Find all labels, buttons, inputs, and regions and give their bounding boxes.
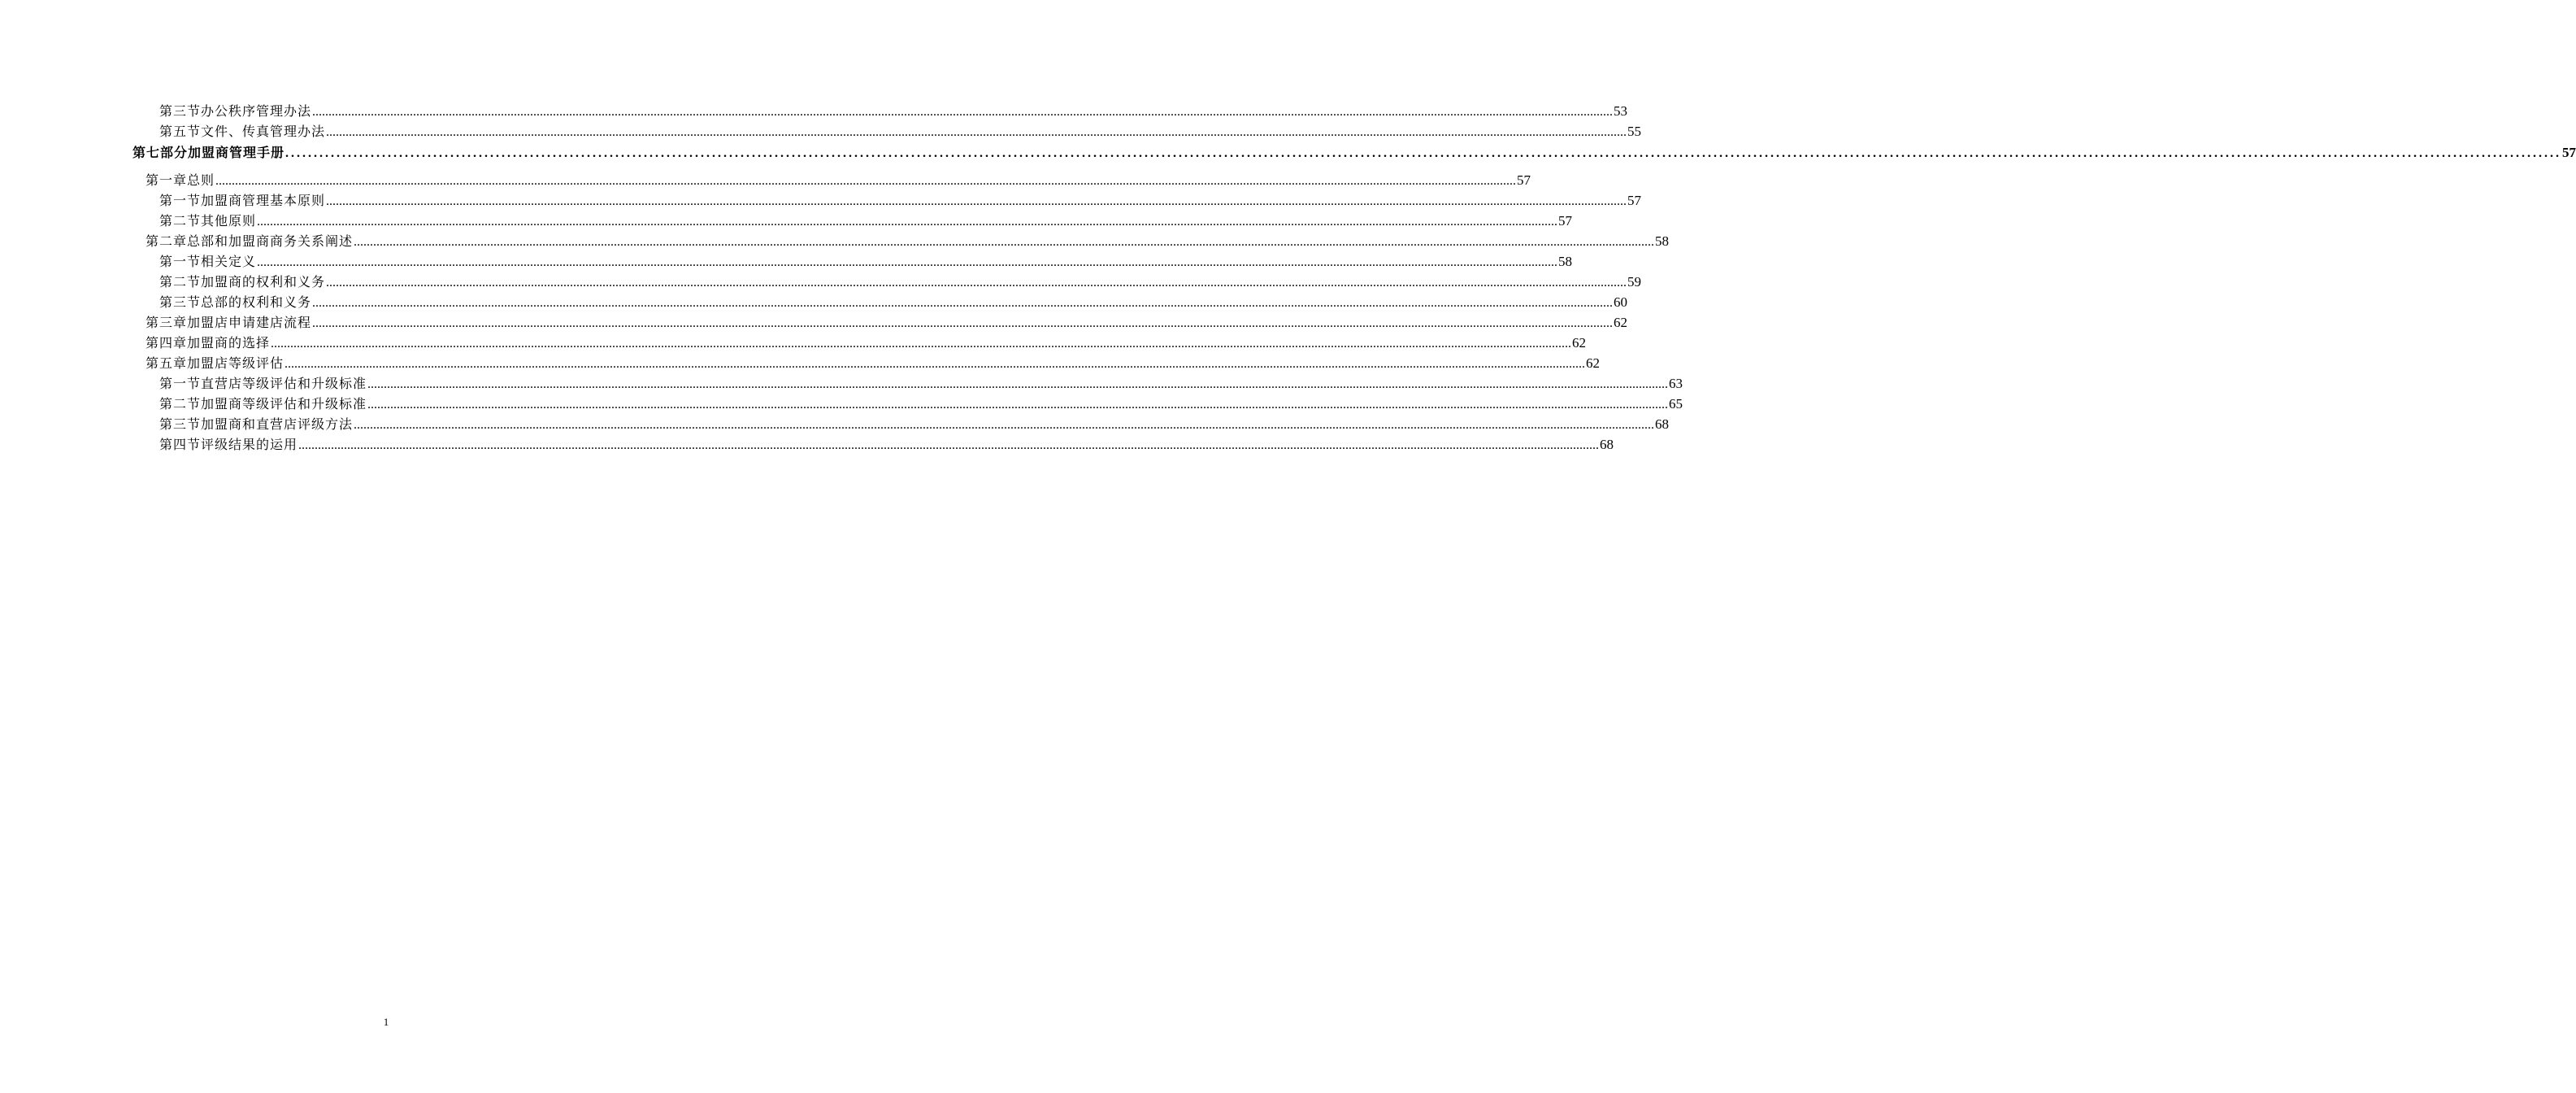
toc-entry-title: 相关定义 <box>201 254 257 269</box>
toc-entry-leader: ................................................................................................................................................................................................................................................................................................................................................................................................................ <box>326 276 1627 290</box>
toc-entry-page: 60 <box>1614 294 1628 310</box>
toc-entry-page: 63 <box>1669 376 1683 391</box>
toc-entry-leader: ................................................................................................................................................................................................................................................................................................................................................................................................................ <box>285 146 2562 160</box>
toc-entry-title: 总部的权利和义务 <box>201 294 312 310</box>
toc-entry-leader: ................................................................................................................................................................................................................................................................................................................................................................................................................ <box>312 316 1614 330</box>
toc-entry-title: 加盟店申请建店流程 <box>187 315 312 330</box>
toc-entry-number: 第五节 <box>159 124 202 139</box>
toc-entry[interactable] <box>0 211 1573 231</box>
toc-entry-title: 加盟商的权利和义务 <box>201 274 326 290</box>
toc-entry-leader: ................................................................................................................................................................................................................................................................................................................................................................................................................ <box>215 174 1517 188</box>
toc-entry-number: 第二节 <box>159 274 202 290</box>
toc-entry-title: 直营店等级评估和升级标准 <box>201 376 367 391</box>
toc-entry-page: 57 <box>1558 213 1573 229</box>
toc-entry-page: 68 <box>1655 416 1670 432</box>
toc-entry[interactable] <box>0 101 1628 121</box>
toc-entry-title: 评级结果的运用 <box>201 437 298 452</box>
toc-entry-title: 文件、传真管理办法 <box>201 124 326 139</box>
toc-entry-page: 57 <box>1517 172 1531 188</box>
toc-entry-number: 第三章 <box>146 315 188 330</box>
toc-entry-leader: ................................................................................................................................................................................................................................................................................................................................................................................................................ <box>271 337 1572 351</box>
table-of-contents <box>0 101 2576 455</box>
toc-entry-number: 第七部分 <box>132 145 189 160</box>
toc-entry-number: 第二章 <box>146 233 188 249</box>
toc-list <box>0 101 2576 455</box>
toc-entry-page: 62 <box>1614 315 1628 330</box>
toc-entry-page: 62 <box>1586 355 1601 371</box>
toc-entry[interactable] <box>0 251 1573 272</box>
toc-entry-page: 53 <box>1614 103 1628 119</box>
toc-entry[interactable] <box>0 292 1628 312</box>
toc-entry-title: 加盟商管理基本原则 <box>201 193 326 208</box>
toc-entry[interactable] <box>0 272 1642 292</box>
toc-entry-title: 办公秩序管理办法 <box>201 103 312 119</box>
toc-entry[interactable] <box>0 333 1587 353</box>
toc-entry-page: 58 <box>1558 254 1573 269</box>
toc-entry-title: 其他原则 <box>201 213 257 229</box>
toc-entry-leader: ................................................................................................................................................................................................................................................................................................................................................................................................................ <box>354 418 1655 432</box>
toc-entry-title: 总部和加盟商商务关系阐述 <box>187 233 354 249</box>
toc-entry-page: 55 <box>1627 124 1642 139</box>
toc-entry-page: 58 <box>1655 233 1670 249</box>
toc-entry-title: 加盟商和直营店评级方法 <box>201 416 354 432</box>
toc-entry-leader: ................................................................................................................................................................................................................................................................................................................................................................................................................ <box>367 398 1669 412</box>
toc-entry-title: 加盟商管理手册 <box>188 145 285 160</box>
toc-entry-page: 59 <box>1627 274 1642 290</box>
toc-entry-title: 总则 <box>187 172 215 188</box>
toc-entry-page: 65 <box>1669 396 1683 412</box>
toc-entry-number: 第一章 <box>146 172 188 188</box>
toc-entry-number: 第一节 <box>159 193 202 208</box>
toc-entry-leader: ................................................................................................................................................................................................................................................................................................................................................................................................................ <box>312 105 1614 119</box>
toc-entry-number: 第四章 <box>146 335 188 351</box>
toc-entry-number: 第一节 <box>159 376 202 391</box>
toc-entry-number: 第三节 <box>159 294 202 310</box>
page-number: 1 <box>383 1016 389 1028</box>
toc-entry-number: 第二节 <box>159 213 202 229</box>
toc-entry-leader: ................................................................................................................................................................................................................................................................................................................................................................................................................ <box>298 438 1600 452</box>
toc-entry-number: 第四节 <box>159 437 202 452</box>
toc-entry[interactable] <box>0 373 1683 394</box>
toc-entry[interactable] <box>0 312 1628 333</box>
toc-entry-leader: ................................................................................................................................................................................................................................................................................................................................................................................................................ <box>367 377 1669 391</box>
toc-entry-leader: ................................................................................................................................................................................................................................................................................................................................................................................................................ <box>285 357 1586 371</box>
toc-entry-leader: ................................................................................................................................................................................................................................................................................................................................................................................................................ <box>257 255 1558 269</box>
toc-entry-title: 加盟商的选择 <box>187 335 271 351</box>
toc-entry-page: 68 <box>1600 437 1614 452</box>
toc-entry[interactable] <box>0 142 2576 164</box>
toc-entry-title: 加盟商等级评估和升级标准 <box>201 396 367 412</box>
toc-entry-number: 第三节 <box>159 416 202 432</box>
toc-entry[interactable] <box>0 414 1670 434</box>
toc-entry-number: 第一节 <box>159 254 202 269</box>
toc-entry-number: 第三节 <box>159 103 202 119</box>
toc-entry-number: 第五章 <box>146 355 188 371</box>
toc-entry-page: 62 <box>1572 335 1587 351</box>
toc-entry-title: 加盟店等级评估 <box>187 355 285 371</box>
toc-entry[interactable] <box>0 170 1531 190</box>
toc-entry[interactable] <box>0 394 1683 414</box>
toc-entry-number: 第二节 <box>159 396 202 412</box>
toc-entry[interactable] <box>0 190 1642 211</box>
toc-entry-leader: ................................................................................................................................................................................................................................................................................................................................................................................................................ <box>326 194 1627 208</box>
toc-entry-leader: ................................................................................................................................................................................................................................................................................................................................................................................................................ <box>312 296 1614 310</box>
toc-entry-leader: ................................................................................................................................................................................................................................................................................................................................................................................................................ <box>257 215 1558 229</box>
toc-entry[interactable] <box>0 434 1614 455</box>
toc-entry[interactable] <box>0 353 1601 373</box>
toc-entry-leader: ................................................................................................................................................................................................................................................................................................................................................................................................................ <box>354 235 1655 249</box>
toc-entry-page: 57 <box>1627 193 1642 208</box>
toc-entry[interactable] <box>0 231 1670 251</box>
toc-entry-leader: ................................................................................................................................................................................................................................................................................................................................................................................................................ <box>326 125 1627 139</box>
toc-entry-page: 57 <box>2562 145 2576 160</box>
toc-entry[interactable] <box>0 121 1642 142</box>
